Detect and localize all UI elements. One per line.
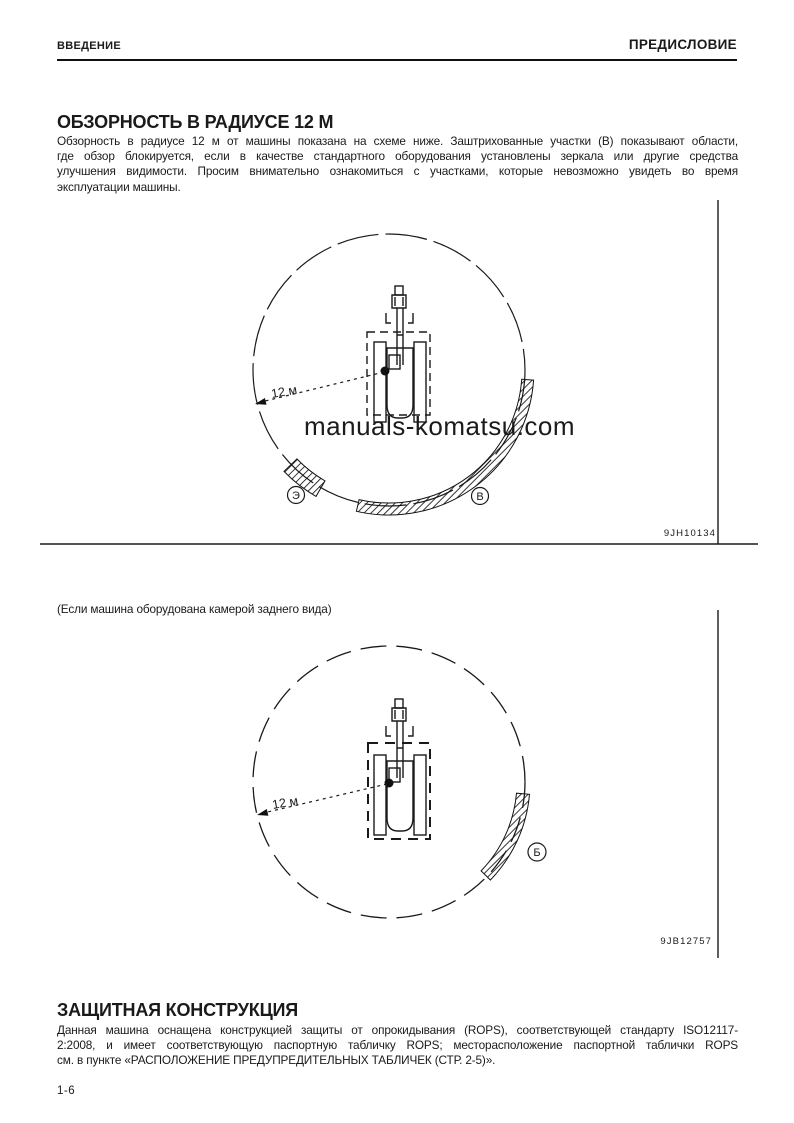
machine-top-view: [374, 286, 426, 422]
paragraph-line: Данная машина оснащена конструкцией защиты от опрокидывания (ROPS), соответствующей стандарту ISO12117-: [57, 1023, 738, 1037]
radius-label: 12 м: [271, 793, 300, 812]
figure-code: 9JH10134: [663, 528, 716, 539]
figure-code: 9JB12757: [660, 936, 712, 947]
visibility-diagram-svg: [40, 200, 758, 545]
paragraph-line: эксплуатации машины.: [57, 179, 181, 194]
paragraph-line: улучшения видимости. Просим внимательно ознакомиться с участками, которые невозможно увидеть во время: [57, 164, 738, 179]
section-rops-title: ЗАЩИТНАЯ КОНСТРУКЦИЯ: [57, 1000, 298, 1020]
eye-position-dot: [381, 367, 390, 376]
figure-visibility-diagram: [40, 200, 758, 545]
figure-frame: [40, 200, 758, 544]
header-left-label: ВВЕДЕНИЕ: [57, 40, 121, 52]
figure-rear-camera-diagram: [40, 610, 758, 958]
area-label-right: Б: [533, 847, 541, 859]
hatched-area-left: [284, 459, 325, 497]
watermark: manuals-komatsu.com: [304, 411, 576, 441]
radius-arrowhead: [257, 809, 268, 816]
paragraph-line: Обзорность в радиусе 12 м от машины показана на схеме ниже. Заштрихованные участки (В) показывают области,: [57, 134, 738, 148]
header-right-label: ПРЕДИСЛОВИЕ: [628, 37, 737, 52]
header-rule: [57, 59, 737, 61]
radius-label: 12 м: [270, 382, 299, 401]
eye-position-dot: [385, 779, 394, 788]
paragraph-line: 2:2008, и имеет соответствующую паспортную табличку ROPS; месторасположение паспортной таблички ROPS: [57, 1038, 738, 1053]
rear-camera-diagram-svg: [40, 610, 758, 958]
section-visibility-paragraph: [57, 134, 738, 195]
area-label-left: Э: [292, 490, 300, 502]
paragraph-line: где обзор блокируется, если в качестве стандартного оборудования установлены зеркала или другие средства: [57, 149, 738, 164]
hatched-area-right: [356, 379, 533, 515]
machine-top-view: [374, 699, 426, 835]
rear-camera-caption: (Если машина оборудована камерой заднего вида): [57, 602, 332, 616]
area-label-right: В: [476, 491, 484, 503]
section-rops-paragraph: [57, 1023, 738, 1069]
section-visibility-title: ОБЗОРНОСТЬ В РАДИУСЕ 12 М: [57, 112, 334, 132]
footer-page-number: 1-6: [57, 1085, 76, 1097]
paragraph-line: см. в пункте «РАСПОЛОЖЕНИЕ ПРЕДУПРЕДИТЕЛЬНЫХ ТАБЛИЧЕК (СТР. 2-5)».: [57, 1053, 496, 1068]
machine-envelope-dashed: [368, 743, 430, 839]
hatched-area-right: [481, 793, 529, 880]
